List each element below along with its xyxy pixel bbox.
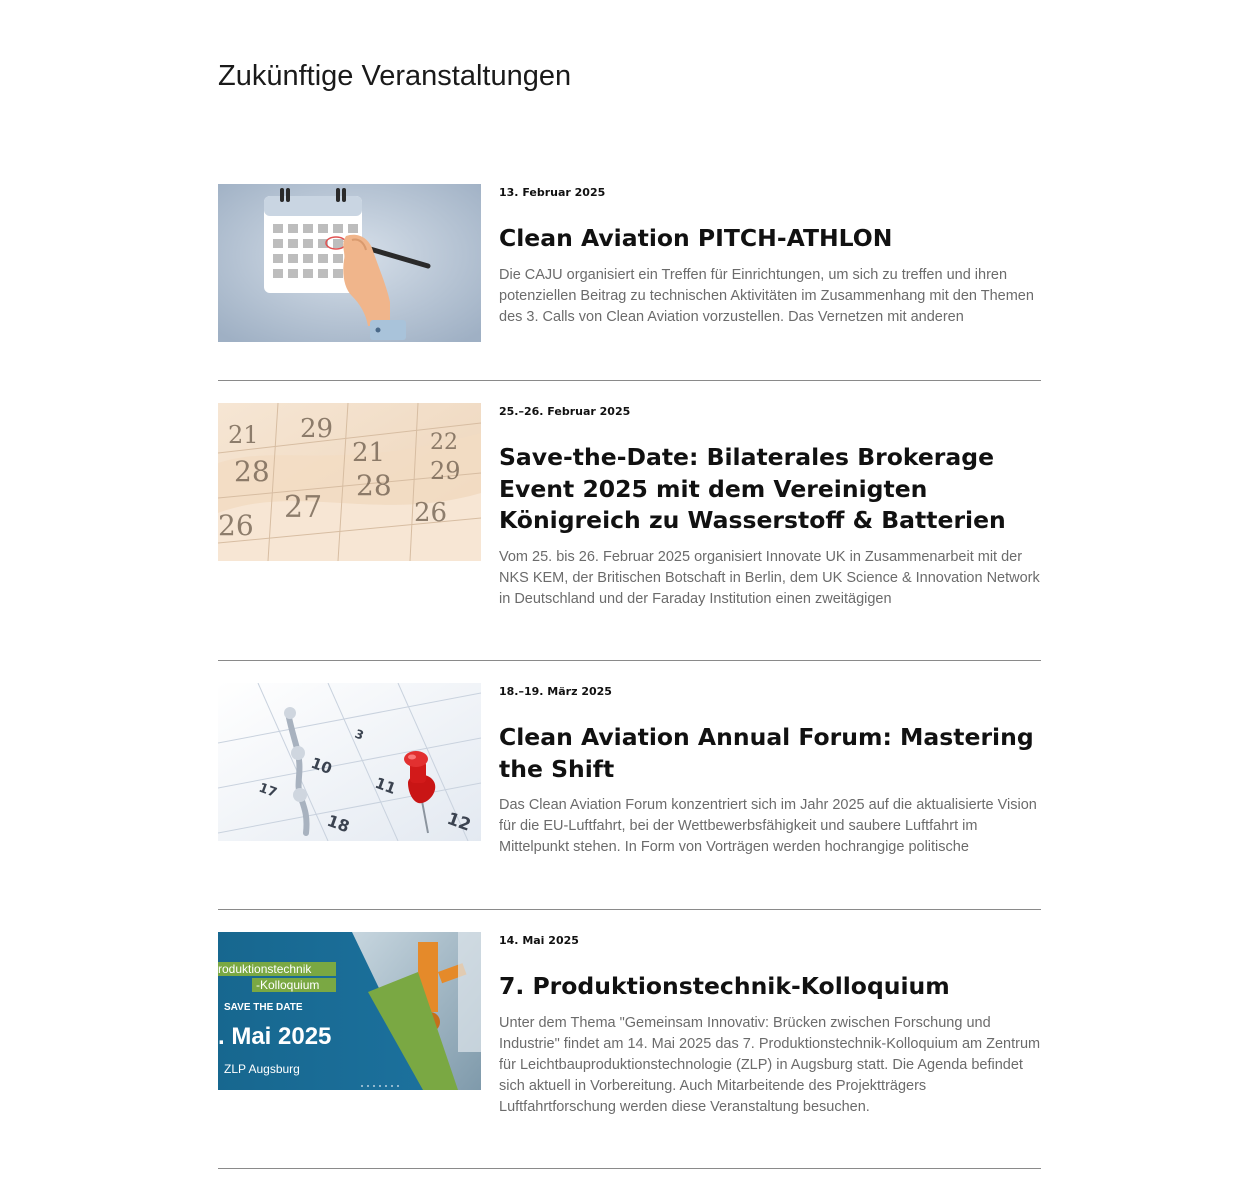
calendar-number: 21 — [352, 438, 386, 468]
calendar-number: 26 — [414, 498, 448, 528]
event-date: 25.–26. Februar 2025 — [499, 405, 631, 418]
calendar-number: 21 — [228, 421, 259, 449]
calendar-pushpin-photo-icon — [218, 683, 481, 841]
event-date: 13. Februar 2025 — [499, 186, 606, 199]
banner-line1: roduktionstechnik — [218, 962, 312, 976]
calendar-number: 28 — [356, 469, 392, 502]
event-description: Unter dem Thema "Gemeinsam Innovativ: Brücken zwischen Forschung und Industrie" findet am 14. Mai 2025 das 7. Produktionstechnik-Kolloquium am Zentrum für Leichtbauproduktionstechnologie (ZLP) in Augsburg statt. Die Agenda befindet sich aktuell in Vorbereitung. Auch Mitarbeitende des Projektträgers Luftfahrtforschung werden diese Veranstaltung besuchen. — [499, 1014, 1041, 1116]
event-description: Vom 25. bis 26. Februar 2025 organisiert Innovate UK in Zusammenarbeit mit der NKS KEM, der Britischen Botschaft in Berlin, dem UK Science & Innovation Network in Deutschland und der Faraday Institution einen zweitägigen — [499, 548, 1040, 607]
banner-date: . Mai 2025 — [218, 1023, 332, 1050]
event-title[interactable]: Clean Aviation PITCH-ATHLON — [499, 224, 893, 252]
calendar-number: 12 — [444, 808, 474, 836]
calendar-hand-illustration-icon — [218, 184, 481, 342]
calendar-number: 29 — [430, 457, 461, 485]
calendar-number: 29 — [300, 414, 334, 444]
calendar-number: 18 — [324, 810, 353, 837]
event-title[interactable]: Save-the-Date: Bilaterales Brokerage Event 2025 mit dem Vereinigten Königreich zu Wasserstoff & Batterien — [499, 443, 1006, 534]
event-title[interactable]: 7. Produktionstechnik-Kolloquium — [499, 972, 950, 1000]
calendar-number: 28 — [234, 455, 270, 488]
event-image[interactable] — [218, 184, 481, 342]
banner-place: ZLP Augsburg — [224, 1062, 300, 1076]
colloquium-banner-icon — [218, 932, 481, 1090]
calendar-number: 17 — [256, 780, 279, 801]
event-item[interactable] — [218, 683, 1041, 910]
event-image[interactable] — [218, 683, 481, 841]
event-item[interactable] — [218, 403, 1041, 661]
calendar-pages-photo-icon — [218, 403, 481, 561]
calendar-number: 26 — [218, 509, 254, 542]
event-date: 14. Mai 2025 — [499, 934, 579, 947]
event-date: 18.–19. März 2025 — [499, 685, 612, 698]
event-item[interactable] — [218, 932, 1041, 1169]
event-title[interactable]: Clean Aviation Annual Forum: Mastering the Shift — [499, 723, 1034, 783]
banner-line2: -Kolloquium — [256, 978, 320, 992]
event-image[interactable] — [218, 932, 481, 1090]
event-image[interactable] — [218, 403, 481, 561]
event-item[interactable] — [218, 184, 1041, 381]
event-description: Die CAJU organisiert ein Treffen für Einrichtungen, um sich zu treffen und ihren potenziellen Beitrag zu technischen Aktivitäten im Zusammenhang mit den Themen des 3. Calls von Clean Aviation vorzustellen. Das Vernetzen mit anderen — [499, 266, 1034, 325]
banner-save-the-date: SAVE THE DATE — [224, 1002, 303, 1013]
event-description: Das Clean Aviation Forum konzentriert sich im Jahr 2025 auf die aktualisierte Vision für die EU-Luftfahrt, bei der Wettbewerbsfähigkeit und saubere Luftfahrt im Mittelpunkt stehen. In Form von Vorträgen werden hochrangige politische — [499, 797, 1037, 856]
calendar-number: 10 — [308, 753, 335, 778]
calendar-number: 22 — [430, 430, 458, 455]
calendar-number: 11 — [372, 773, 399, 798]
page-title: Zukünftige Veranstaltungen — [218, 60, 572, 92]
calendar-number: 27 — [284, 490, 323, 525]
calendar-number: 3 — [352, 726, 366, 743]
